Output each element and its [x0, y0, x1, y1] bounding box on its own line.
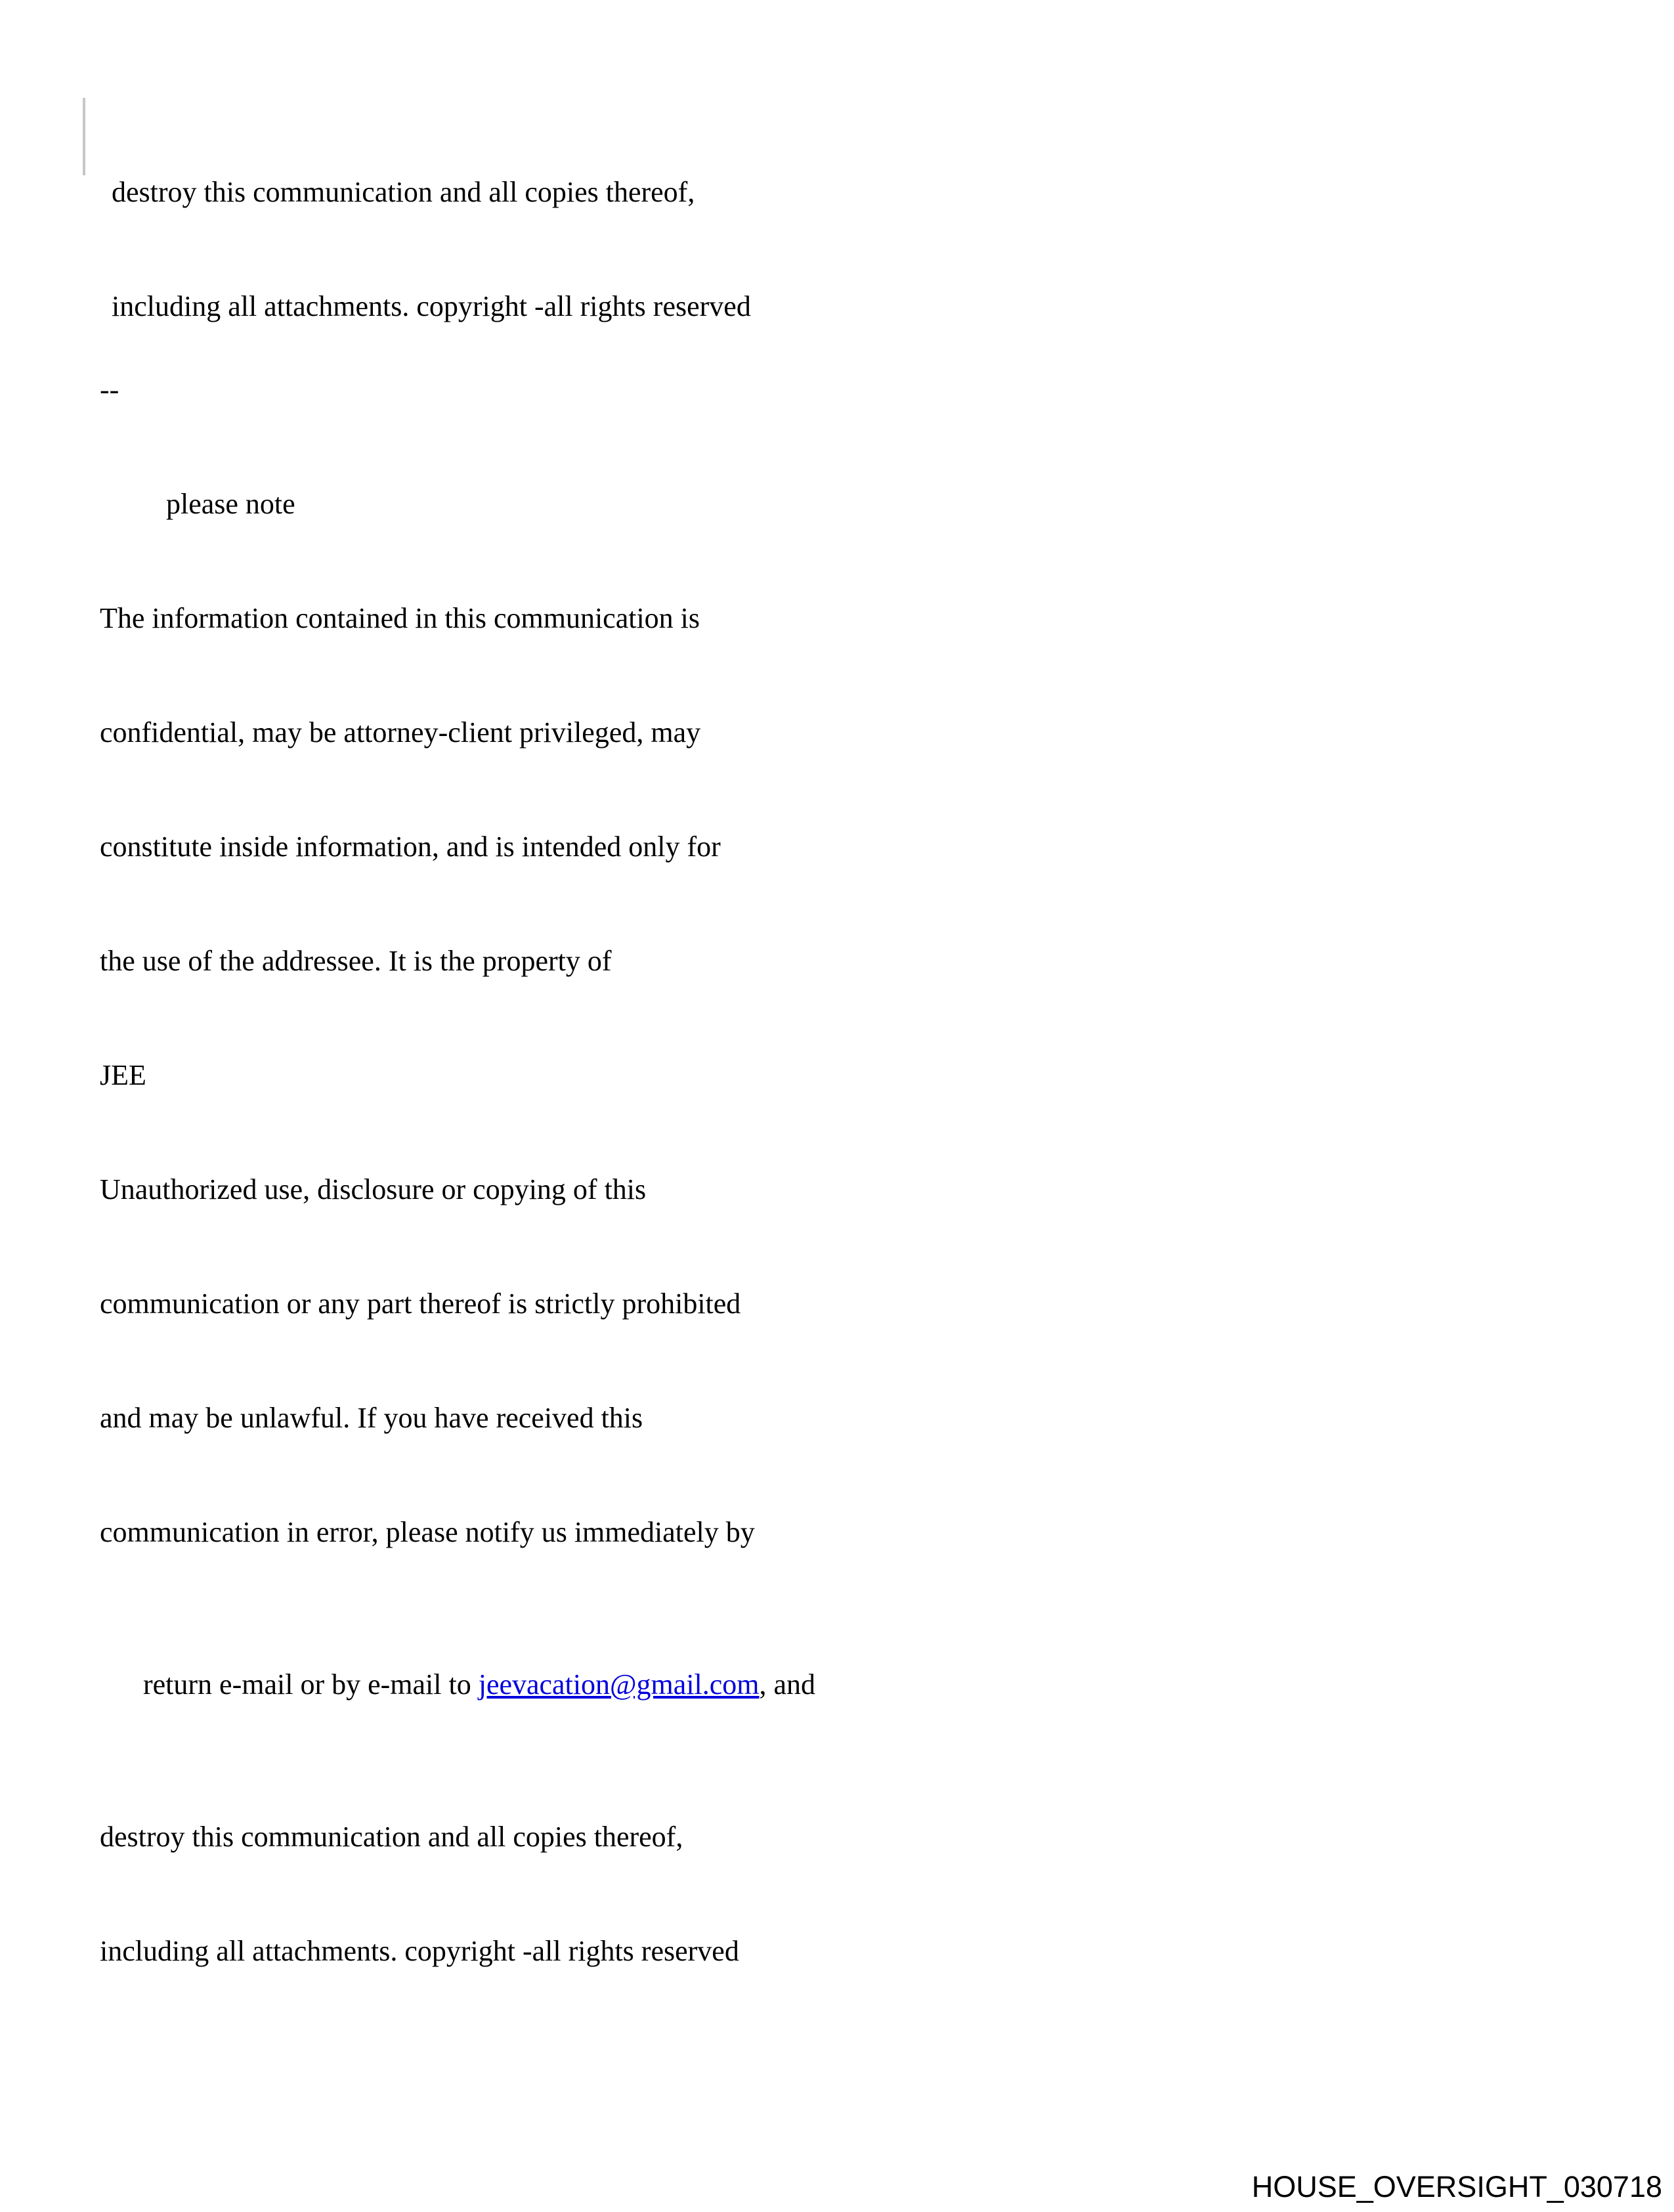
email-link[interactable]: jeevacation@gmail.com: [478, 1668, 760, 1701]
disclaimer-line: The information contained in this communication is: [100, 602, 700, 634]
bates-stamp: HOUSE_OVERSIGHT_030718: [1251, 2170, 1662, 2203]
disclaimer-line: including all attachments. copyright -all rights reserved: [100, 1935, 739, 1967]
quoted-line: including all attachments. copyright -all rights reserved: [112, 290, 751, 322]
disclaimer-block: [100, 295, 815, 2047]
disclaimer-email-line: [100, 1628, 815, 1742]
disclaimer-line: and may be unlawful. If you have received this: [100, 1402, 643, 1434]
please-note-label: please note: [166, 488, 295, 520]
disclaimer-line: constitute inside information, and is intended only for: [100, 831, 721, 863]
disclaimer-line: destroy this communication and all copies thereof,: [100, 1821, 683, 1853]
disclaimer-line: confidential, may be attorney-client privileged, may: [100, 716, 701, 748]
quote-bar: [83, 98, 85, 175]
disclaimer-line: communication in error, please notify us immediately by: [100, 1516, 755, 1548]
disclaimer-line: JEE: [100, 1059, 146, 1091]
disclaimer-line: the use of the addressee. It is the property of: [100, 945, 612, 977]
quoted-line: destroy this communication and all copies thereof,: [112, 176, 695, 208]
email-line-suffix: , and: [759, 1668, 816, 1701]
disclaimer-line: communication or any part thereof is strictly prohibited: [100, 1288, 741, 1320]
signature-separator: --: [100, 374, 119, 406]
email-line-prefix: return e-mail or by e-mail to: [143, 1668, 479, 1701]
disclaimer-line: Unauthorized use, disclosure or copying of this: [100, 1173, 647, 1205]
